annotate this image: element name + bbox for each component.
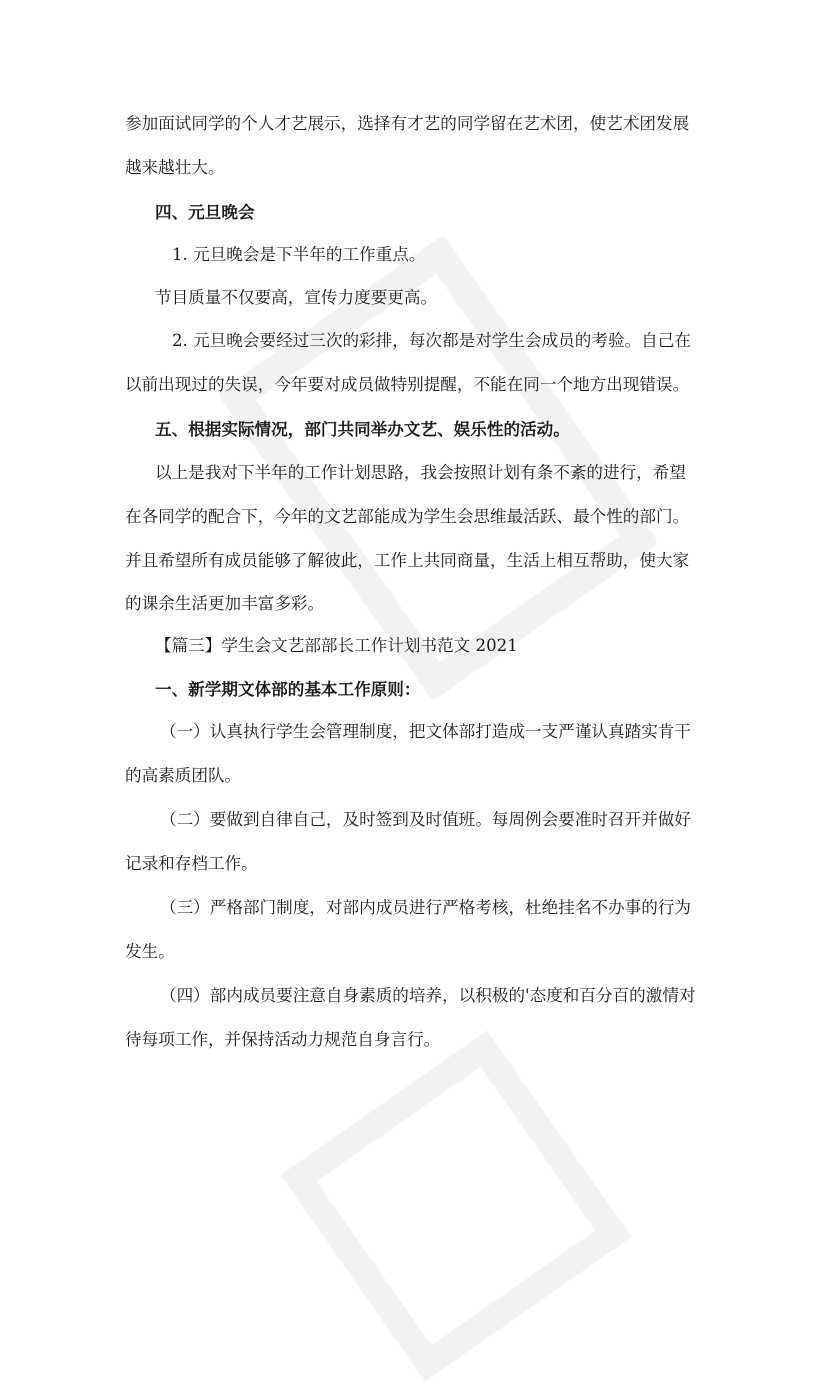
list-item: （二）要做到自律自己，及时签到及时值班。每周例会要准时召开并做好 xyxy=(160,810,691,829)
text-line: 以上是我对下半年的工作计划思路，我会按照计划有条不紊的进行，希望 xyxy=(155,463,686,482)
text-line: 以前出现过的失误，今年要对成员做特别提醒，不能在同一个地方出现错误。 xyxy=(125,375,690,394)
section-heading: 四、元旦晚会 xyxy=(155,202,255,222)
text-line: 越来越壮大。 xyxy=(125,158,225,177)
list-item: 2. 元旦晚会要经过三次的彩排，每次都是对学生会成员的考验。自己在 xyxy=(172,331,691,350)
text-line: 发生。 xyxy=(125,942,175,961)
text-line: 参加面试同学的个人才艺展示，选择有才艺的同学留在艺术团，使艺术团发展 xyxy=(125,114,690,133)
list-item: 1. 元旦晚会是下半年的工作重点。 xyxy=(172,245,426,264)
watermark xyxy=(281,1031,632,1381)
text-line: 记录和存档工作。 xyxy=(125,854,258,873)
list-item: （一）认真执行学生会管理制度，把文体部打造成一支严谨认真踏实肯干 xyxy=(160,722,691,741)
section-heading: 五、根据实际情况，部门共同举办文艺、娱乐性的活动。 xyxy=(155,419,570,439)
text-line: 节目质量不仅要高，宣传力度要更高。 xyxy=(155,288,438,307)
text-line: 的课余生活更加丰富多彩。 xyxy=(125,594,325,613)
text-line: 在各同学的配合下，今年的文艺部能成为学生会思维最活跃、最个性的部门。 xyxy=(125,507,690,526)
list-item: （四）部内成员要注意自身素质的培养，以积极的'态度和百分百的激情对 xyxy=(160,986,696,1005)
list-item: （三）严格部门制度，对部内成员进行严格考核，杜绝挂名不办事的行为 xyxy=(160,898,691,917)
text-line: 待每项工作，并保持活动力规范自身言行。 xyxy=(125,1030,441,1049)
text-line: 的高素质团队。 xyxy=(125,766,242,785)
section-heading: 一、新学期文体部的基本工作原则： xyxy=(155,679,421,699)
article-title: 【篇三】学生会文艺部部长工作计划书范文 2021 xyxy=(155,636,518,655)
text-line: 并且希望所有成员能够了解彼此，工作上共同商量，生活上相互帮助，使大家 xyxy=(125,551,690,570)
